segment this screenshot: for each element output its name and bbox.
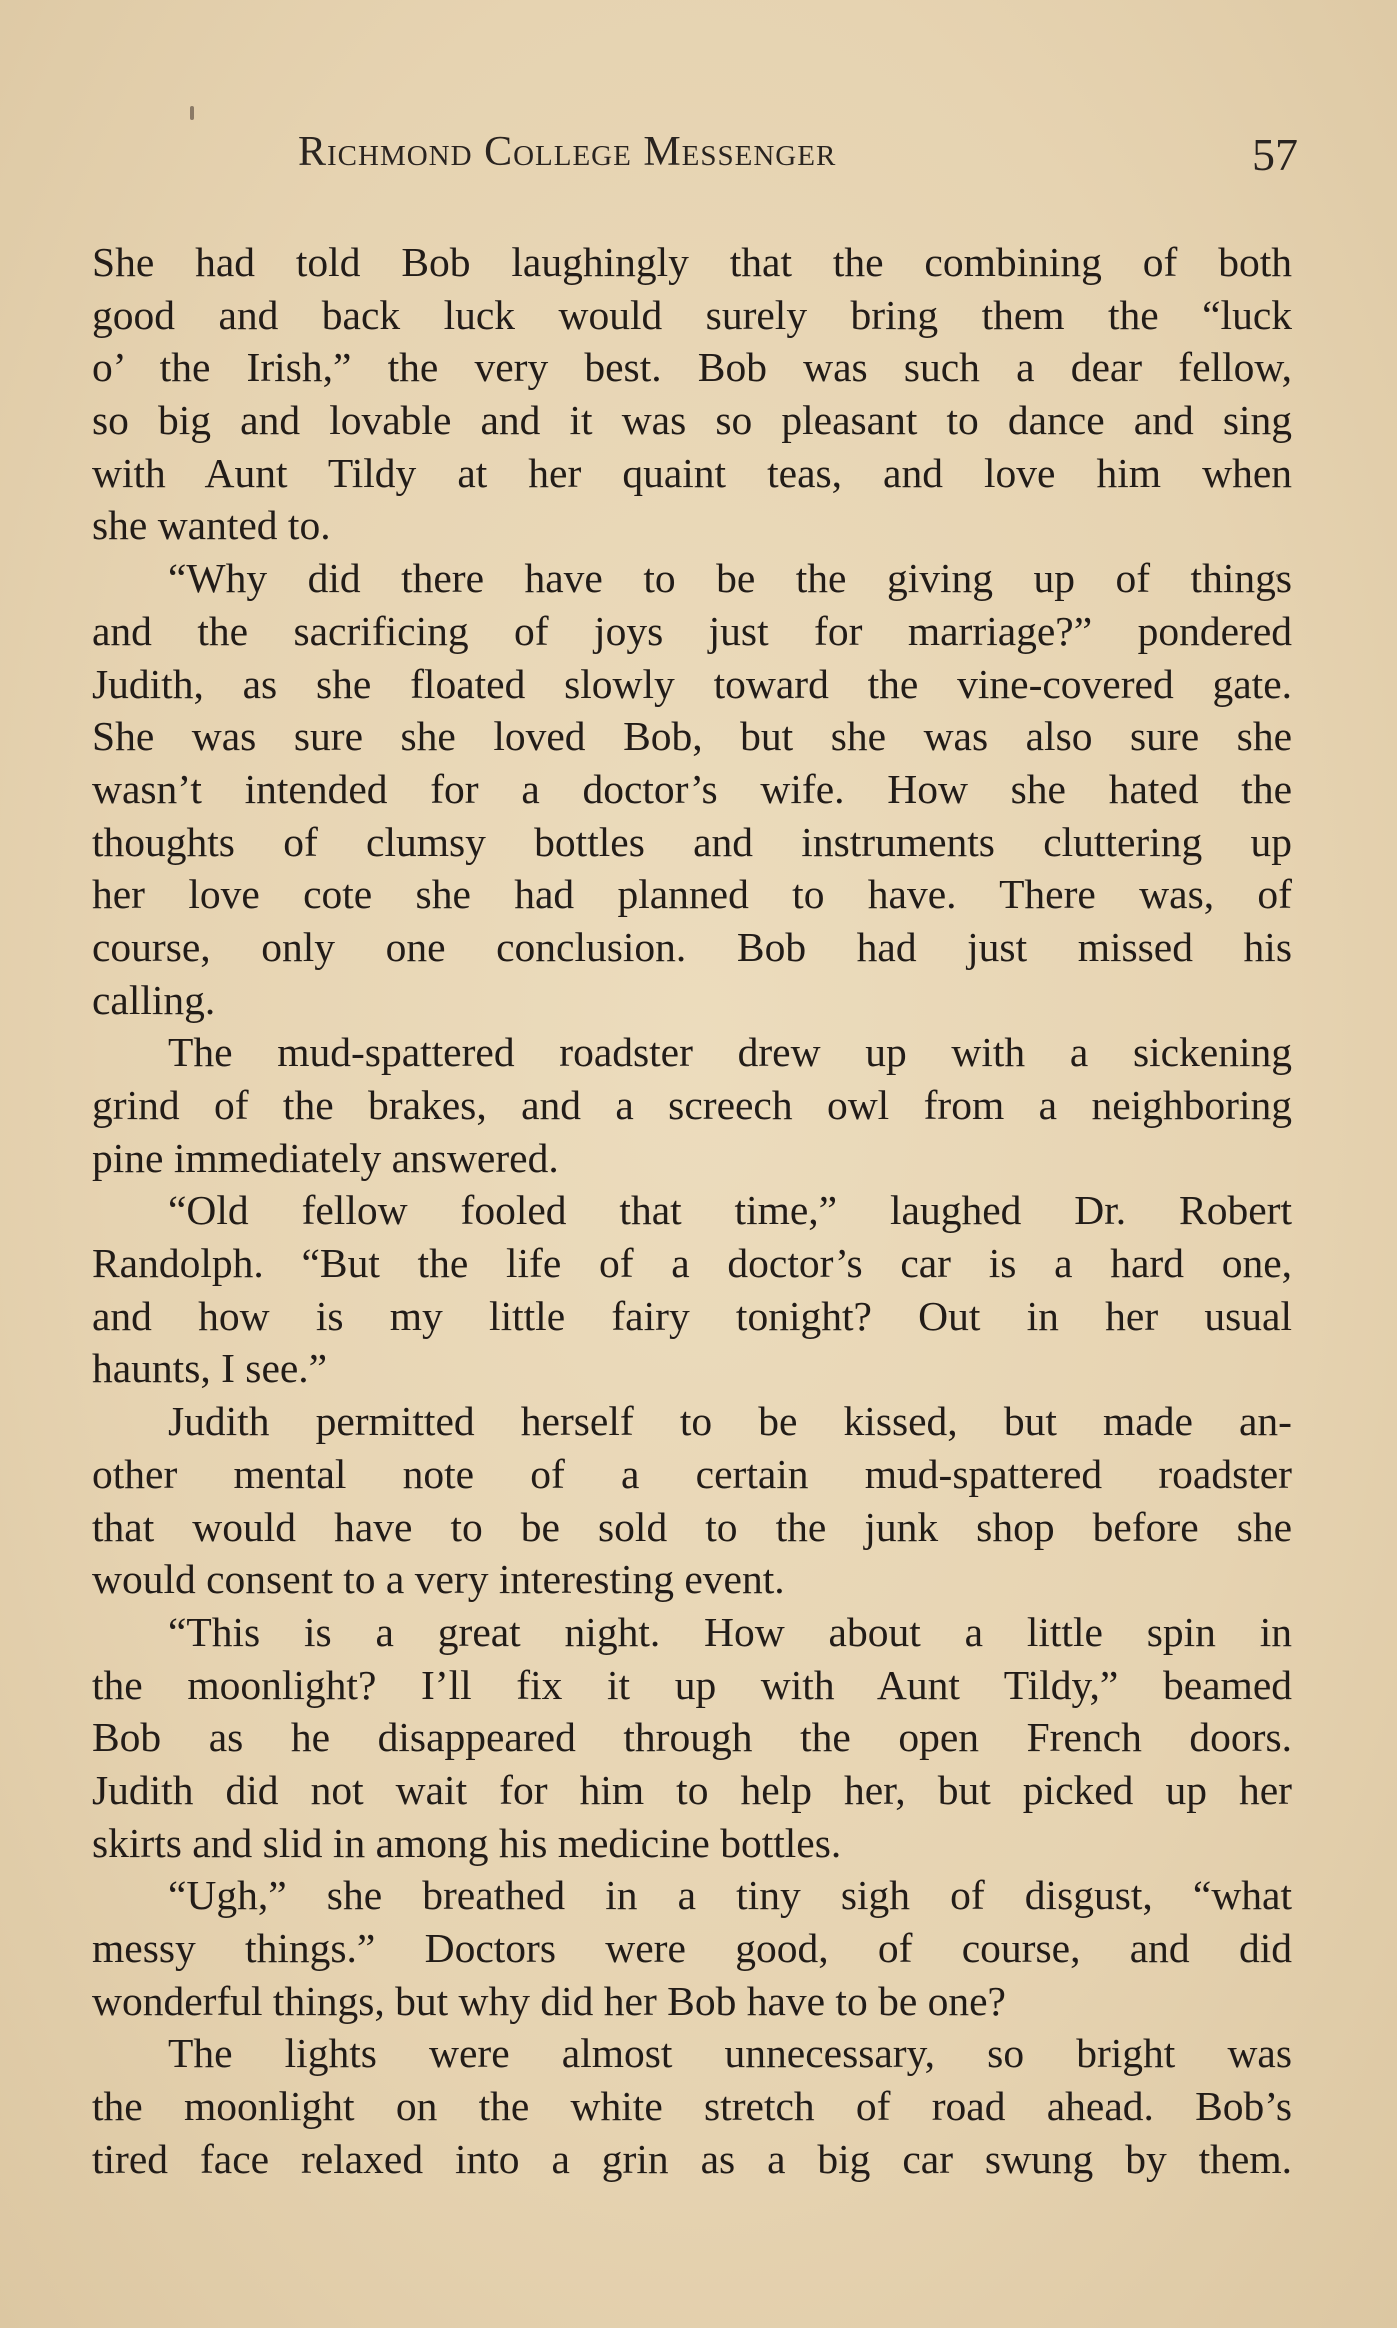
page-header <box>298 128 1298 198</box>
text-line: course, only one conclusion. Bob had just missed his <box>92 923 1292 970</box>
paper-speck <box>190 106 194 120</box>
text-line: wonderful things, but why did her Bob have to be one? <box>92 1977 1006 2024</box>
text-line: “Old fellow fooled that time,” laughed Dr. Robert <box>168 1187 1292 1234</box>
text-line: she wanted to. <box>92 502 331 549</box>
text-line: Randolph. “But the life of a doctor’s car is a hard one, <box>92 1240 1292 1287</box>
text-line: “This is a great night. How about a little spin in <box>168 1608 1292 1655</box>
text-line: haunts, I see.” <box>92 1345 328 1392</box>
text-line: other mental note of a certain mud-spattered roadster <box>92 1450 1292 1497</box>
text-line: She was sure she loved Bob, but she was also sure she <box>92 713 1292 760</box>
text-line: “Ugh,” she breathed in a tiny sigh of disgust, “what <box>168 1872 1292 1919</box>
text-line: “Why did there have to be the giving up of things <box>168 555 1292 602</box>
text-line: her love cote she had planned to have. There was, of <box>92 871 1292 918</box>
text-line: that would have to be sold to the junk shop before she <box>92 1503 1292 1550</box>
page-number: 57 <box>1252 129 1298 180</box>
text-line: and the sacrificing of joys just for marriage?” pondered <box>92 607 1292 654</box>
text-line: wasn’t intended for a doctor’s wife. How she hated the <box>92 765 1292 812</box>
text-line: thoughts of clumsy bottles and instruments cluttering up <box>92 818 1292 865</box>
text-line: Bob as he disappeared through the open French doors. <box>92 1714 1292 1761</box>
text-line: would consent to a very interesting event. <box>92 1556 785 1603</box>
text-line: pine immediately answered. <box>92 1134 559 1181</box>
text-line: good and back luck would surely bring them the “luck <box>92 291 1292 338</box>
text-line: She had told Bob laughingly that the combining of both <box>92 239 1292 285</box>
text-line: so big and lovable and it was so pleasant to dance and sing <box>92 397 1292 444</box>
text-line: the moonlight? I’ll fix it up with Aunt Tildy,” beamed <box>92 1661 1292 1708</box>
text-line: o’ the Irish,” the very best. Bob was such a dear fellow, <box>92 344 1292 391</box>
text-line: and how is my little fairy tonight? Out in her usual <box>92 1292 1292 1339</box>
running-title: Richmond College Messenger <box>298 129 837 175</box>
text-line: Judith did not wait for him to help her, but picked up her <box>92 1766 1292 1813</box>
body-text <box>92 236 1292 2185</box>
text-line: grind of the brakes, and a screech owl from a neighboring <box>92 1082 1292 1128</box>
text-line: The lights were almost unnecessary, so bright was <box>168 2030 1292 2077</box>
text-line: calling. <box>92 976 216 1023</box>
text-line: Judith permitted herself to be kissed, but made an- <box>168 1398 1292 1445</box>
text-line: messy things.” Doctors were good, of course, and did <box>92 1925 1292 1971</box>
text-line: tired face relaxed into a grin as a big car swung by them. <box>92 2135 1292 2182</box>
text-line: skirts and slid in among his medicine bottles. <box>92 1819 842 1866</box>
text-line: with Aunt Tildy at her quaint teas, and love him when <box>92 449 1292 496</box>
text-line: the moonlight on the white stretch of road ahead. Bob’s <box>92 2083 1292 2130</box>
text-line: The mud-spattered roadster drew up with a sickening <box>168 1029 1292 1076</box>
text-line: Judith, as she floated slowly toward the vine-covered gate. <box>92 660 1292 707</box>
